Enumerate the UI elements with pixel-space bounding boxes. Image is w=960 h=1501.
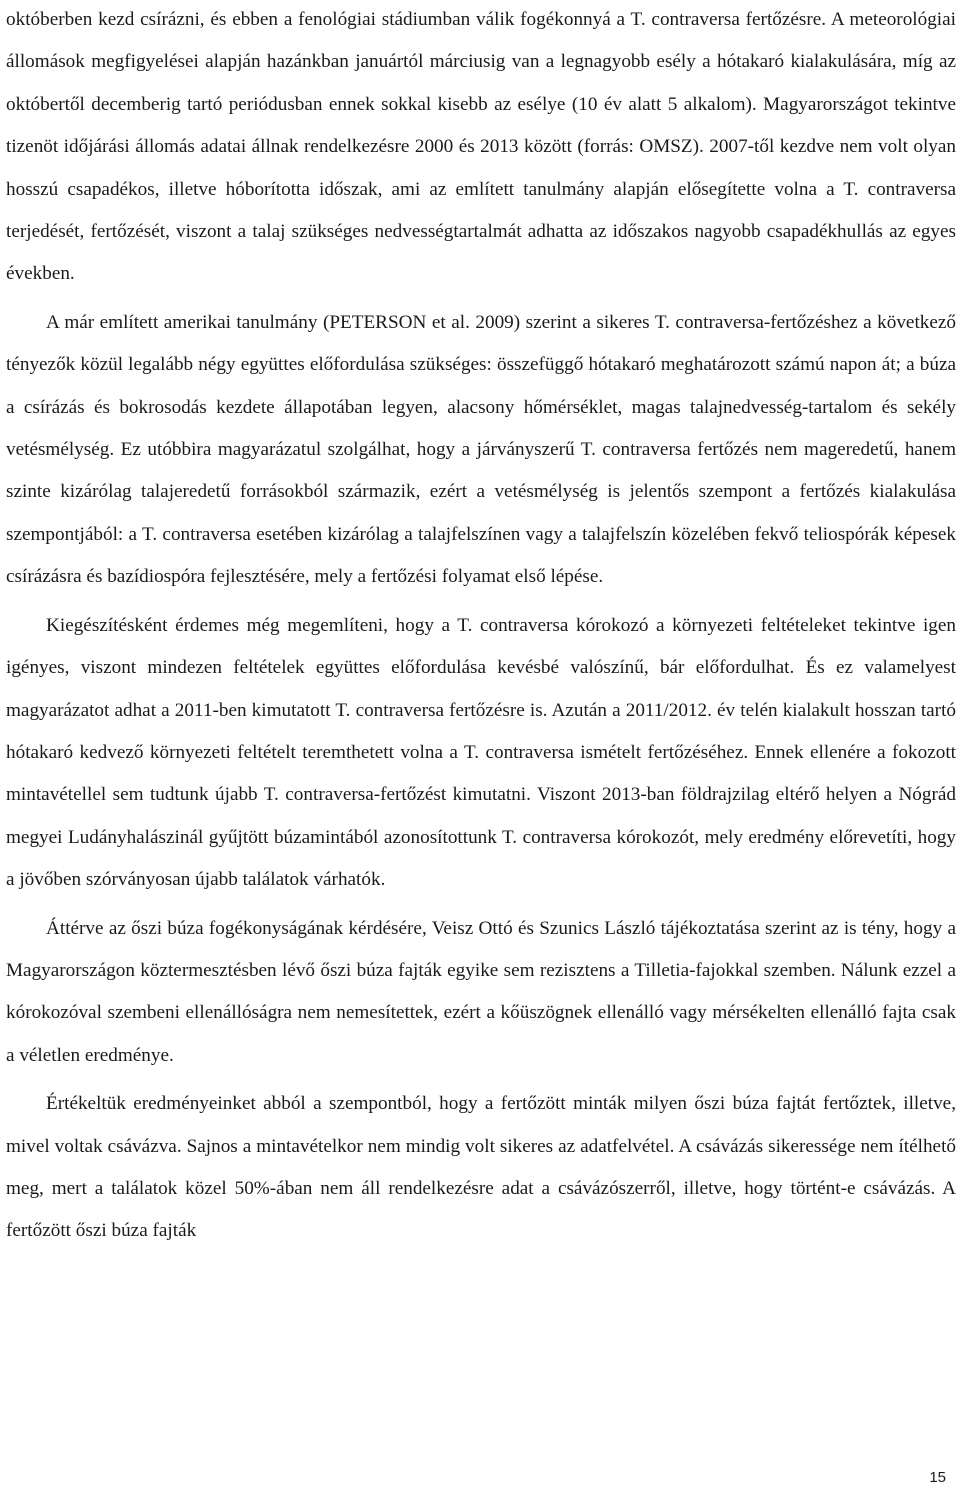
body-text bbox=[6, 0, 956, 1259]
paragraph-4: Áttérve az őszi búza fogékonyságának kérdésére, Veisz Ottó és Szunics László tájékoztatása szerint az is tény, hogy a Magyarországon köztermesztésben lévő őszi búza fajták egyike sem rezisztens a Tilletia-fajokkal szemben. Nálunk ezzel a kórokozóval szembeni ellenállóságra nem nemesítettek, ezért a kőüszögnek ellenálló vagy mérsékelten ellenálló fajta csak a véletlen eredménye. bbox=[6, 917, 956, 1066]
paragraph-3: Kiegészítésként érdemes még megemlíteni, hogy a T. contraversa kórokozó a környezeti feltételeket tekintve igen igényes, viszont mindezen feltételek együttes előfordulása kevésbé valószínű, bár előfordulhat. És ez valamelyest magyarázatot adhat a 2011-ben kimutatott T. contraversa fertőzésre is. Azután a 2011/2012. év telén kialakult hosszan tartó hótakaró kedvező környezeti feltételt teremthetett volna a T. contraversa ismételt fertőzéséhez. Ennek ellenére a fokozott mintavétellel sem tudtunk újabb T. contraversa-fertőzést kimutatni. Viszont 2013-ban földrajzilag eltérő helyen a Nógrád megyei Ludányhalászinál gyűjtött búzamintából azonosítottunk T. contraversa kórokozót, mely eredmény előrevetíti, hogy a jövőben szórványosan újabb találatok várhatók. bbox=[6, 614, 956, 891]
paragraph-2: A már említett amerikai tanulmány (PETERSON et al. 2009) szerint a sikeres T. contraversa-fertőzéshez a következő tényezők közül legalább négy együttes előfordulása szükséges: összefüggő hótakaró meghatározott számú napon át; a búza a csírázás és bokrosodás kezdete állapotában legyen, alacsony hőmérséklet, magas talajnedvesség-tartalom és sekély vetésmélység. Ez utóbbira magyarázatul szolgálhat, hogy a járványszerű T. contraversa fertőzés nem mageredetű, hanem szinte kizárólag talajeredetű forrásokból származik, ezért a vetésmélység is jelentős szempont a fertőzés kialakulása szempontjából: a T. contraversa esetében kizárólag a talajfelszínen vagy a talajfelszín közelében fekvő teliospórák képesek csírázásra és bazídiospóra fejlesztésére, mely a fertőzési folyamat első lépése. bbox=[6, 311, 956, 588]
page-number: 15 bbox=[929, 1469, 946, 1486]
paragraph-1: októberben kezd csírázni, és ebben a fenológiai stádiumban válik fogékonnyá a T. contraversa fertőzésre. A meteorológiai állomások megfigyelései alapján hazánkban januártól márciusig van a legnagyobb esély a hótakaró kialakulására, míg az októbertől decemberig tartó periódusban ennek sokkal kisebb az esélye (10 év alatt 5 alkalom). Magyarországot tekintve tizenöt időjárási állomás adatai állnak rendelkezésre 2000 és 2013 között (forrás: OMSZ). 2007-től kezdve nem volt olyan hosszú csapadékos, illetve hóborította időszak, ami az említett tanulmány alapján elősegítette volna a T. contraversa terjedését, fertőzését, viszont a talaj szükséges nedvességtartalmát adhatta az időszakos nagyobb csapadékhullás az egyes években. bbox=[6, 9, 956, 285]
paragraph-5: Értékeltük eredményeinket abból a szempontból, hogy a fertőzött minták milyen őszi búza fajtát fertőztek, illetve, mivel voltak csávázva. Sajnos a mintavételkor nem mindig volt sikeres az adatfelvétel. A csávázás sikeressége nem ítélhető meg, mert a találatok közel 50%-ában nem áll rendelkezésre adat a csávázószerről, illetve, hogy történt-e csávázás. A fertőzött őszi búza fajták bbox=[6, 1093, 956, 1242]
